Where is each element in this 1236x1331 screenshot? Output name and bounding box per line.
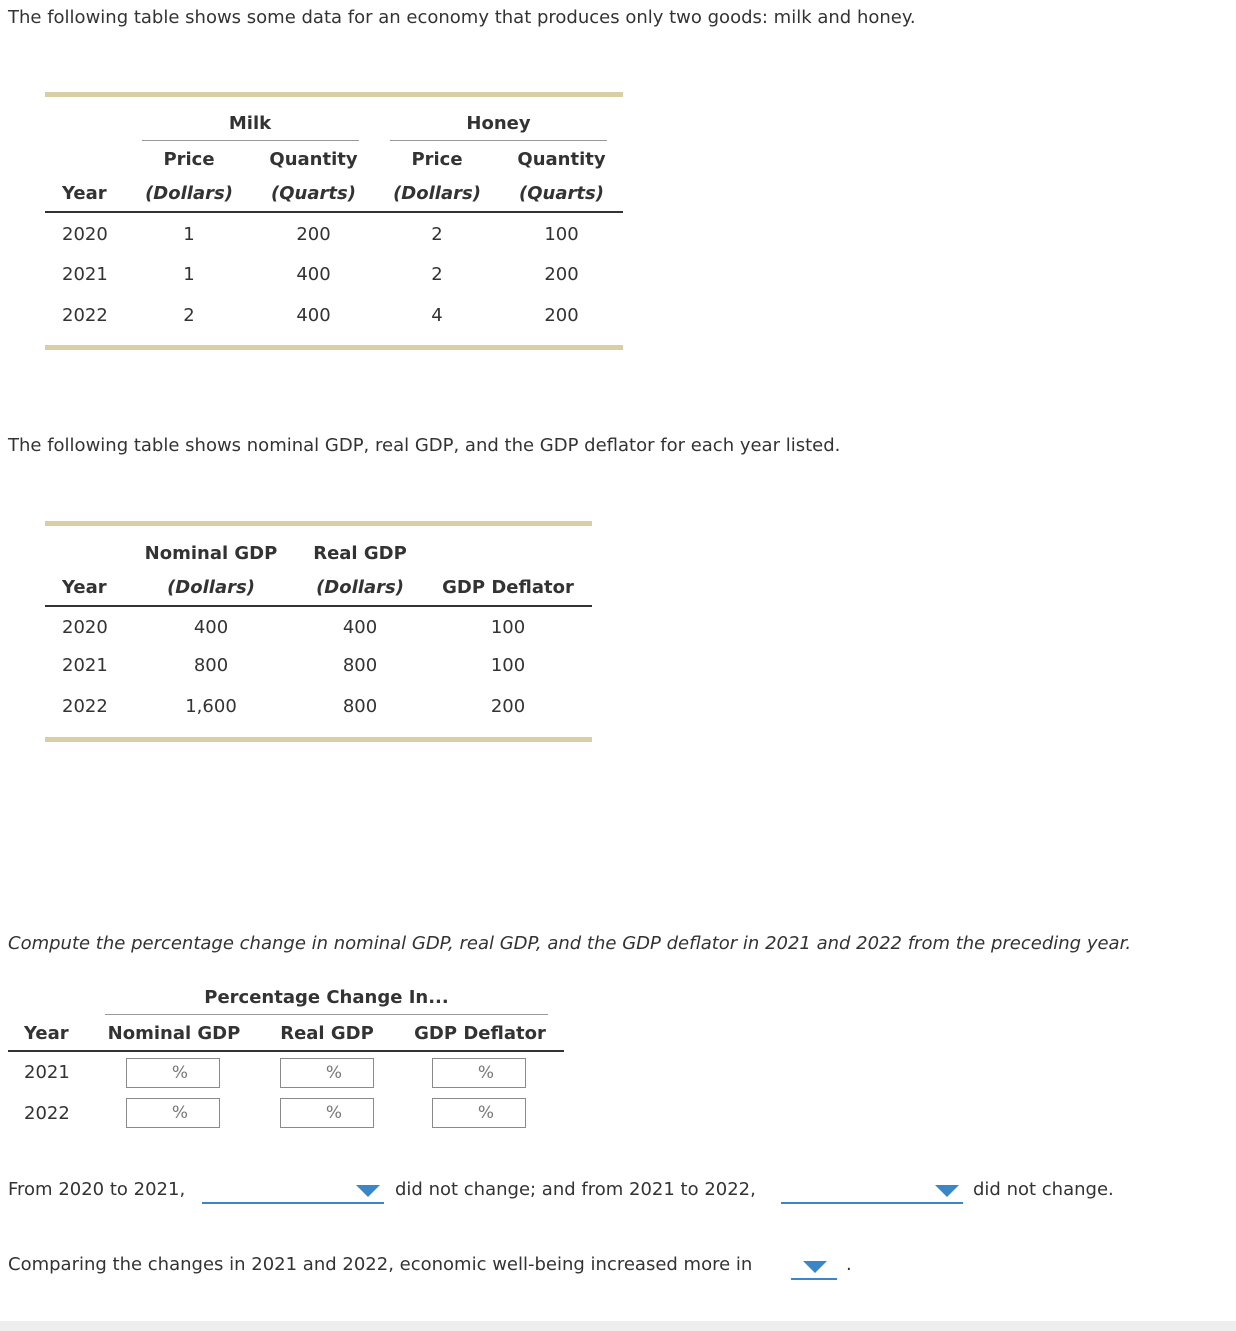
year-cell: 2021 [62,264,108,285]
gdp-deflator-cell: 100 [490,617,526,638]
real-gdp-2021-input[interactable]: % [280,1058,374,1088]
milk-price-cell: 1 [183,264,195,285]
milk-price-unit: (Dollars) [145,183,233,204]
nominal-gdp-header: Nominal GDP [107,1023,241,1044]
nominal-gdp-2022-input[interactable]: % [126,1098,220,1128]
year-cell: 2021 [24,1062,70,1083]
honey-quantity-cell: 200 [544,305,579,326]
sentence2-part1: Comparing the changes in 2021 and 2022, economic well-being increased more in [8,1254,753,1275]
intro-text-2: The following table shows nominal GDP, real GDP, and the GDP deflator for each year listed. [8,435,841,456]
header-rule [45,605,592,607]
milk-quantity-header: Quantity [269,149,358,170]
honey-price-header: Price [411,149,463,170]
sentence2-end: . [846,1254,852,1275]
year-cell: 2022 [62,305,108,326]
honey-quantity-header: Quantity [517,149,606,170]
milk-price-cell: 1 [183,224,195,245]
real-gdp-cell: 400 [342,617,378,638]
year-header: Year [62,577,107,598]
honey-price-cell: 2 [431,264,443,285]
year-cell: 2020 [62,224,108,245]
milk-underline [142,140,359,141]
chevron-down-icon [803,1261,827,1273]
table-top-rule [45,521,592,526]
table-bottom-rule [45,737,592,742]
unchanged-2021-dropdown[interactable] [202,1180,384,1204]
header-rule [45,211,623,213]
nominal-gdp-cell: 400 [193,617,229,638]
honey-quantity-unit: (Quarts) [519,183,604,204]
real-gdp-header: Real GDP [280,1023,374,1044]
milk-quantity-cell: 400 [296,264,331,285]
gdp-deflator-2021-input[interactable]: % [432,1058,526,1088]
nominal-gdp-header: Nominal GDP [144,543,278,564]
real-gdp-2022-input[interactable]: % [280,1098,374,1128]
year-header: Year [62,183,107,204]
sentence1-part2: did not change; and from 2021 to 2022, [395,1179,756,1200]
real-gdp-cell: 800 [342,655,378,676]
nominal-gdp-cell: 800 [193,655,229,676]
year-cell: 2022 [62,696,108,717]
intro-text: The following table shows some data for an economy that produces only two goods: milk and honey. [8,7,916,28]
milk-price-header: Price [163,149,215,170]
milk-quantity-cell: 400 [296,305,331,326]
honey-quantity-cell: 200 [544,264,579,285]
sentence1-part3: did not change. [973,1179,1114,1200]
milk-price-cell: 2 [183,305,195,326]
honey-header: Honey [466,113,531,134]
gdp-deflator-header: GDP Deflator [414,1023,546,1044]
nominal-gdp-unit: (Dollars) [167,577,255,598]
percentage-change-header: Percentage Change In... [204,987,449,1008]
honey-price-cell: 2 [431,224,443,245]
milk-quantity-unit: (Quarts) [271,183,356,204]
year-header: Year [24,1023,69,1044]
gdp-deflator-cell: 200 [490,696,526,717]
footer-strip [0,1321,1236,1331]
honey-underline [390,140,607,141]
honey-price-unit: (Dollars) [393,183,481,204]
real-gdp-cell: 800 [342,696,378,717]
group-underline [105,1014,548,1015]
milk-header: Milk [228,113,272,134]
real-gdp-header: Real GDP [313,543,407,564]
unchanged-2022-dropdown[interactable] [781,1180,963,1204]
real-gdp-unit: (Dollars) [316,577,404,598]
year-cell: 2020 [62,617,108,638]
year-cell: 2022 [24,1103,70,1124]
honey-quantity-cell: 100 [544,224,579,245]
sentence1-part1: From 2020 to 2021, [8,1179,186,1200]
nominal-gdp-2021-input[interactable]: % [126,1058,220,1088]
chevron-down-icon [935,1185,959,1197]
header-rule [8,1050,564,1052]
chevron-down-icon [356,1185,380,1197]
gdp-deflator-2022-input[interactable]: % [432,1098,526,1128]
milk-quantity-cell: 200 [296,224,331,245]
table-top-rule [45,92,623,97]
gdp-deflator-cell: 100 [490,655,526,676]
well-being-year-dropdown[interactable] [791,1256,837,1280]
honey-price-cell: 4 [431,305,443,326]
instruction-text: Compute the percentage change in nominal GDP, real GDP, and the GDP deflator in 2021 and 2022 from the preceding year. [8,933,1132,954]
nominal-gdp-cell: 1,600 [185,696,237,717]
year-cell: 2021 [62,655,108,676]
gdp-deflator-header: GDP Deflator [442,577,574,598]
table-bottom-rule [45,345,623,350]
